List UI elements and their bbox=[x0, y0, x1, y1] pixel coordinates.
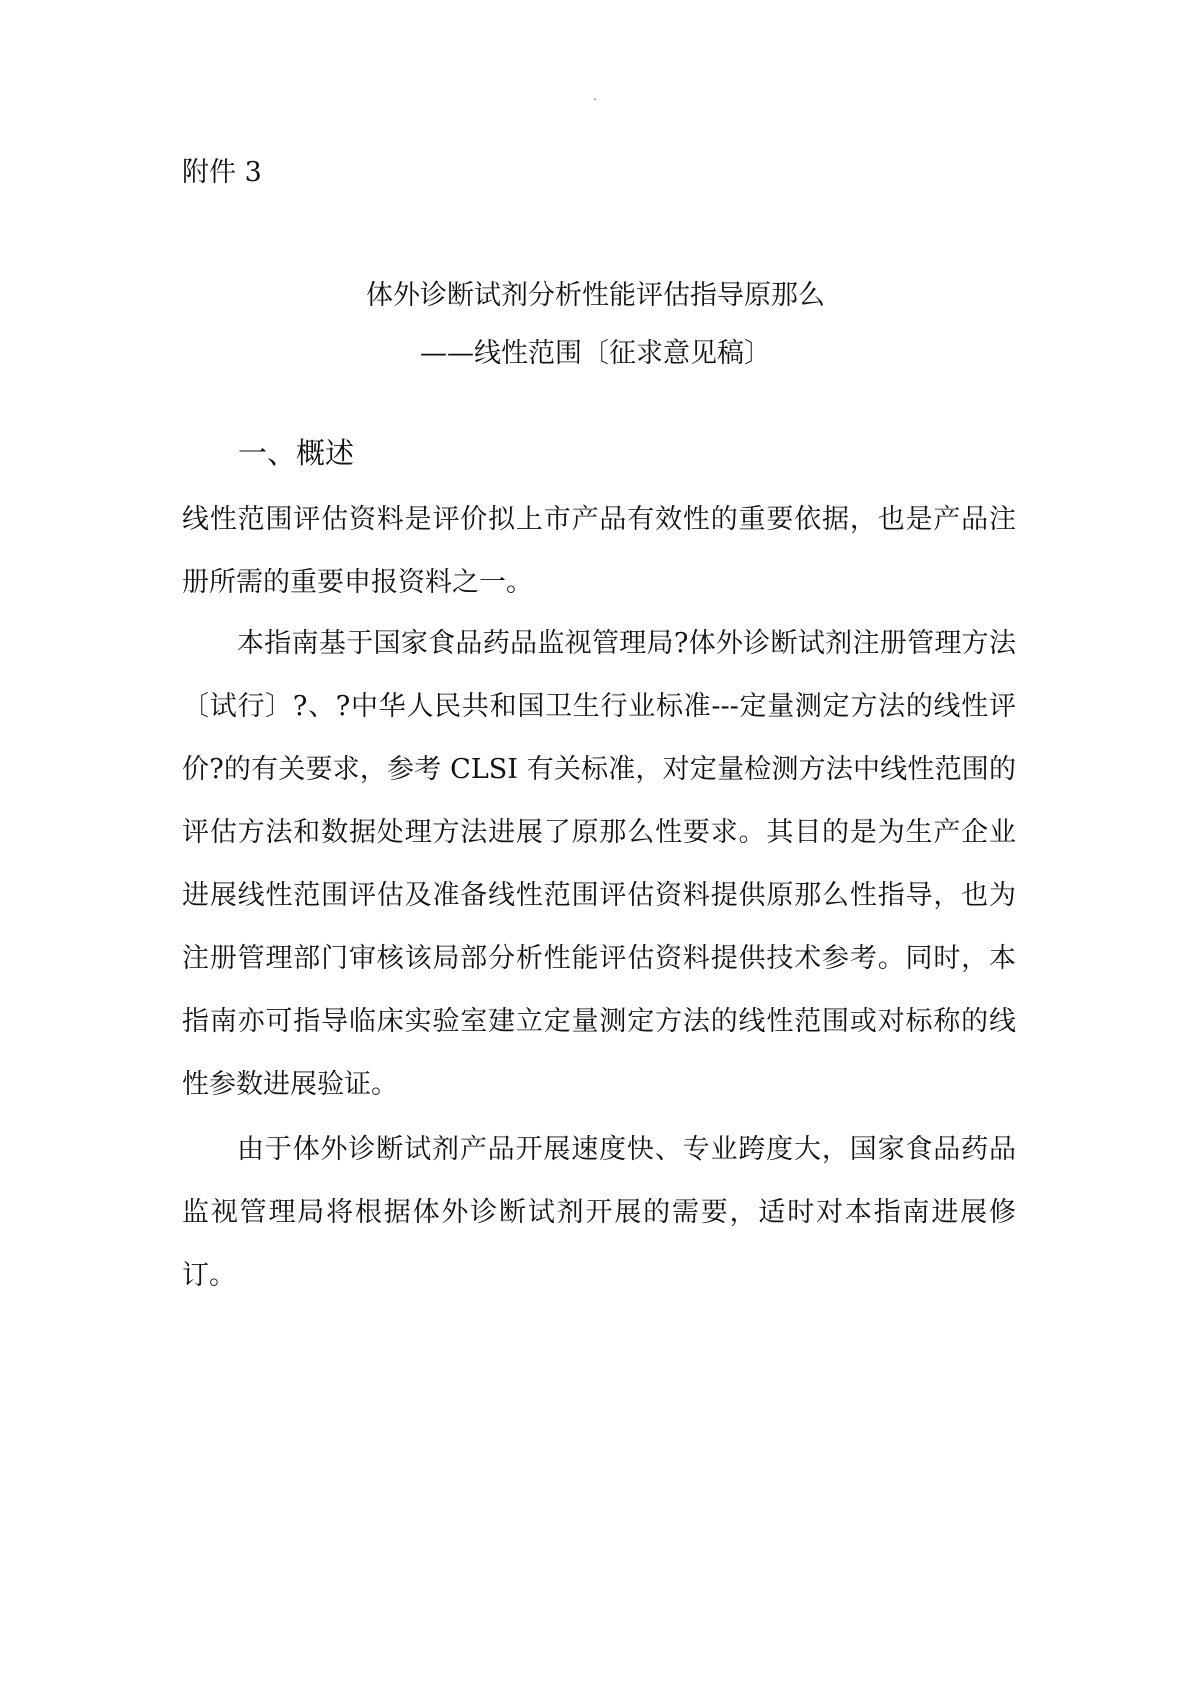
section-heading-overview: 一、概述 bbox=[238, 436, 355, 470]
document-title: 体外诊断试剂分析性能评估指导原那么 bbox=[366, 280, 825, 311]
paragraph-2: 本指南基于国家食品药品监视管理局?体外诊断试剂注册管理方法〔试行〕?、?中华人民共和国卫生行业标准---定量测定方法的线性评价?的有关要求，参考 CLSI 有关标准，对定量检测方法中线性范围的评估方法和数据处理方法进展了原那么性要求。其目的是为生产企业进展线性范围评估及准备线性范围评估资料提供原那么性指导，也为注册管理部门审核该局部分析性能评估资料提供技术参考。同时，本指南亦可指导临床实验室建立定量测定方法的线性范围或对标称的线性参数进展验证。 bbox=[182, 628, 1016, 1100]
paragraph-3: 由于体外诊断试剂产品开展速度快、专业跨度大，国家食品药品监视管理局将根据体外诊断试剂开展的需要，适时对本指南进展修订。 bbox=[182, 1134, 1016, 1291]
attachment-label: 附件 3 bbox=[182, 157, 262, 188]
paragraph-1: 线性范围评估资料是评价拟上市产品有效性的重要依据，也是产品注册所需的重要申报资料之一。 bbox=[182, 504, 1016, 598]
document-subtitle: ——线性范围〔征求意见稿〕 bbox=[420, 338, 771, 369]
header-dot-mark: · bbox=[593, 95, 597, 106]
